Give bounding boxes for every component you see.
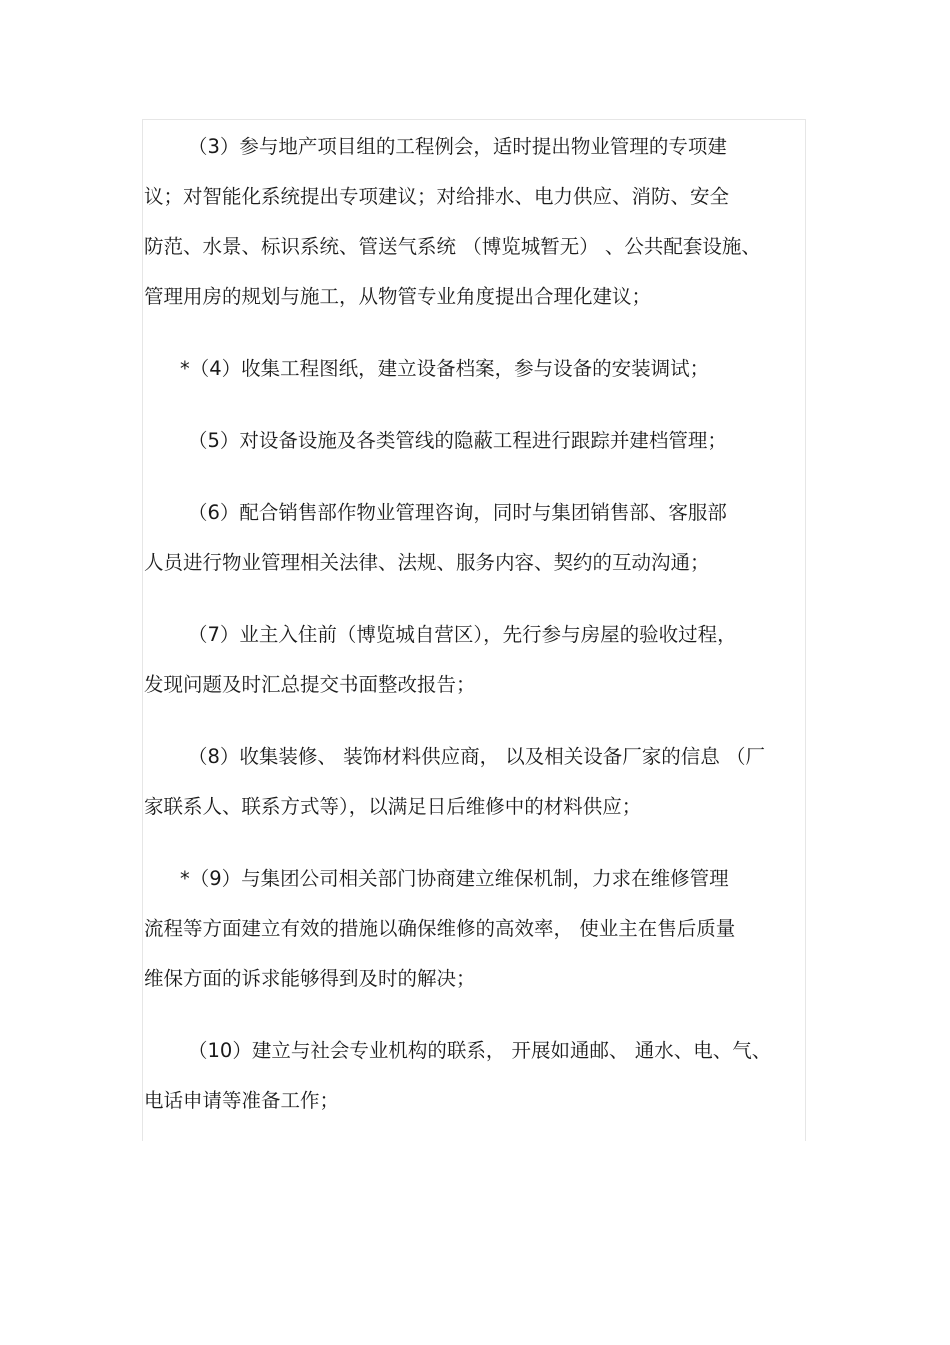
paragraph-line: 流程等方面建立有效的措施以确保维修的高效率， 使业主在售后质量 (144, 917, 736, 940)
paragraph-line: 家联系人、联系方式等），以满足日后维修中的材料供应； (144, 795, 642, 818)
paragraph-10 (144, 1026, 808, 1126)
paragraph-line: （8）收集装修、 装饰材料供应商， 以及相关设备厂家的信息 （厂 (188, 745, 766, 768)
paragraph-line: （6）配合销售部作物业管理咨询，同时与集团销售部、客服部 (188, 501, 727, 524)
paragraph-4 (144, 344, 808, 394)
paragraph-line: （3）参与地产项目组的工程例会，适时提出物业管理的专项建 (188, 135, 727, 158)
paragraph-line: 电话申请等准备工作； (144, 1089, 340, 1112)
paragraph-line: 人员进行物业管理相关法律、法规、服务内容、契约的互动沟通； (144, 551, 710, 574)
paragraph-line: 防范、水景、标识系统、管送气系统 （博览城暂无） 、公共配套设施、 (144, 235, 761, 258)
paragraph-line: （5）对设备设施及各类管线的隐蔽工程进行跟踪并建档管理； (188, 429, 727, 452)
paragraph-6 (144, 488, 808, 588)
paragraph-5 (144, 416, 808, 466)
paragraph-3 (144, 122, 808, 322)
paragraph-line: （7）业主入住前（博览城自营区），先行参与房屋的验收过程， (188, 623, 737, 646)
paragraph-7 (144, 610, 808, 710)
document-body (144, 122, 808, 1148)
paragraph-8 (144, 732, 808, 832)
paragraph-line: *（4）收集工程图纸，建立设备档案，参与设备的安装调试； (180, 357, 710, 380)
paragraph-line: *（9）与集团公司相关部门协商建立维保机制，力求在维修管理 (180, 867, 729, 890)
paragraph-line: 议；对智能化系统提出专项建议；对给排水、电力供应、消防、安全 (144, 185, 730, 208)
paragraph-9 (144, 854, 808, 1004)
paragraph-line: 管理用房的规划与施工，从物管专业角度提出合理化建议； (144, 285, 652, 308)
paragraph-line: 维保方面的诉求能够得到及时的解决； (144, 967, 476, 990)
paragraph-line: （10）建立与社会专业机构的联系， 开展如通邮、 通水、电、气、 (188, 1039, 772, 1062)
paragraph-line: 发现问题及时汇总提交书面整改报告； (144, 673, 476, 696)
